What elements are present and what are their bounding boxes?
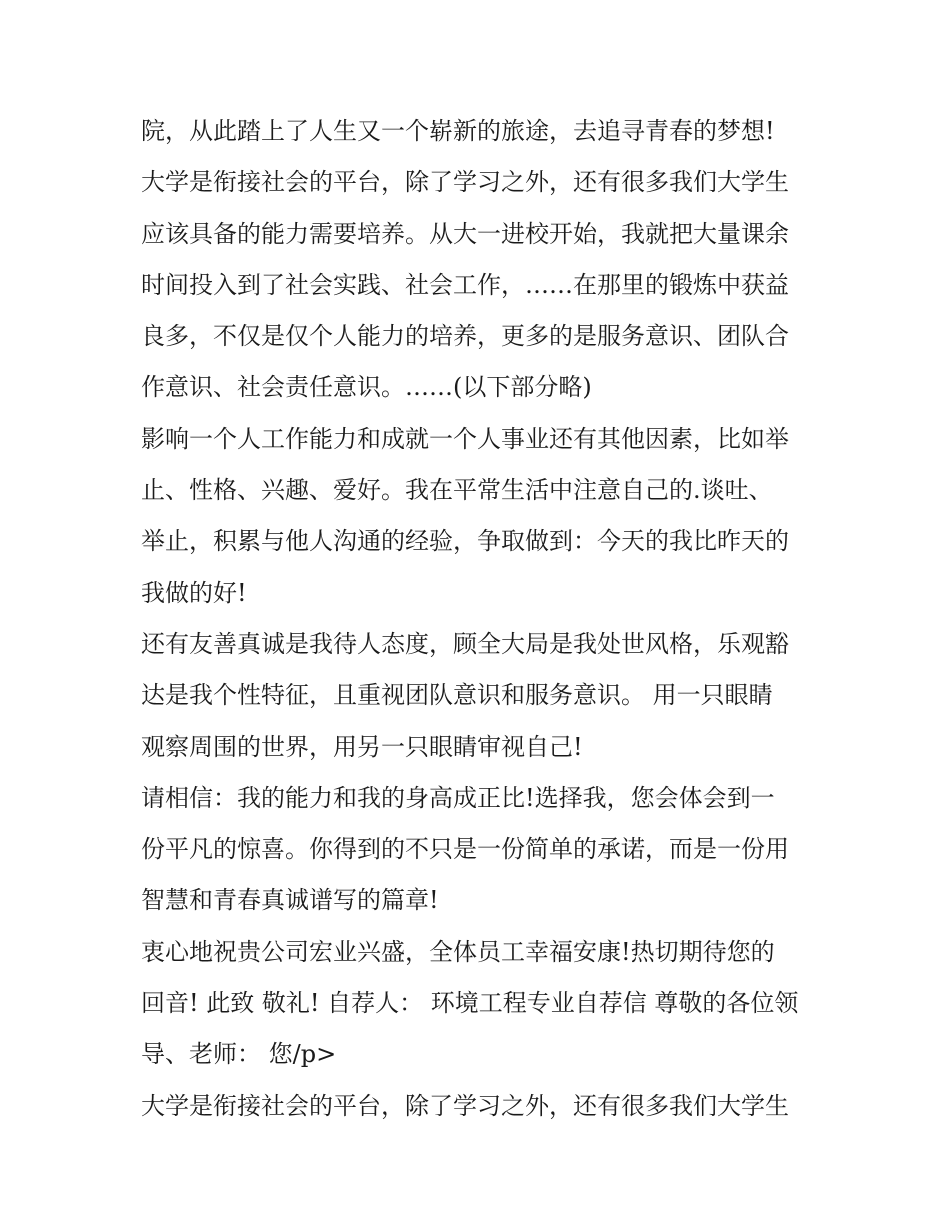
text-line: 还有友善真诚是我待人态度，顾全大局是我处世风格，乐观豁 [141,629,789,658]
text-line: 达是我个性特征，且重视团队意识和服务意识。 用一只眼睛 [141,681,773,710]
text-line: 大学是衔接社会的平台，除了学习之外，还有很多我们大学生 [141,1091,789,1120]
text-line: 影响一个人工作能力和成就一个人事业还有其他因素，比如举 [141,424,789,453]
text-line: 我做的好! [141,578,247,607]
text-line: 大学是衔接社会的平台，除了学习之外，还有很多我们大学生 [141,168,789,197]
text-line: 导、老师： 您/p> [141,1040,337,1069]
text-line: 应该具备的能力需要培养。从大一进校开始，我就把大量课余 [141,219,789,248]
text-line: 作意识、社会责任意识。……(以下部分略) [141,373,592,402]
text-line: 衷心地祝贵公司宏业兴盛，全体员工幸福安康!热切期待您的 [141,937,775,966]
text-line: 回音! 此致 敬礼! 自荐人： 环境工程专业自荐信 尊敬的各位领 [141,989,799,1018]
text-line: 智慧和青春真诚谱写的篇章! [141,886,439,915]
text-line: 观察周围的世界，用另一只眼睛审视自己! [141,732,583,761]
text-line: 份平凡的惊喜。你得到的不只是一份简单的承诺，而是一份用 [141,835,789,864]
text-line: 请相信：我的能力和我的身高成正比!选择我，您会体会到一 [141,783,775,812]
text-line: 良多，不仅是仅个人能力的培养，更多的是服务意识、团队合 [141,322,789,351]
body-text [141,106,821,1132]
text-line: 止、性格、兴趣、爱好。我在平常生活中注意自己的.谈吐、 [141,476,773,505]
text-line: 时间投入到了社会实践、社会工作，……在那里的锻炼中获益 [141,270,789,299]
text-line: 院，从此踏上了人生又一个崭新的旅途，去追寻青春的梦想! [141,117,775,145]
text-line: 举止，积累与他人沟通的经验，争取做到：今天的我比昨天的 [141,527,789,556]
